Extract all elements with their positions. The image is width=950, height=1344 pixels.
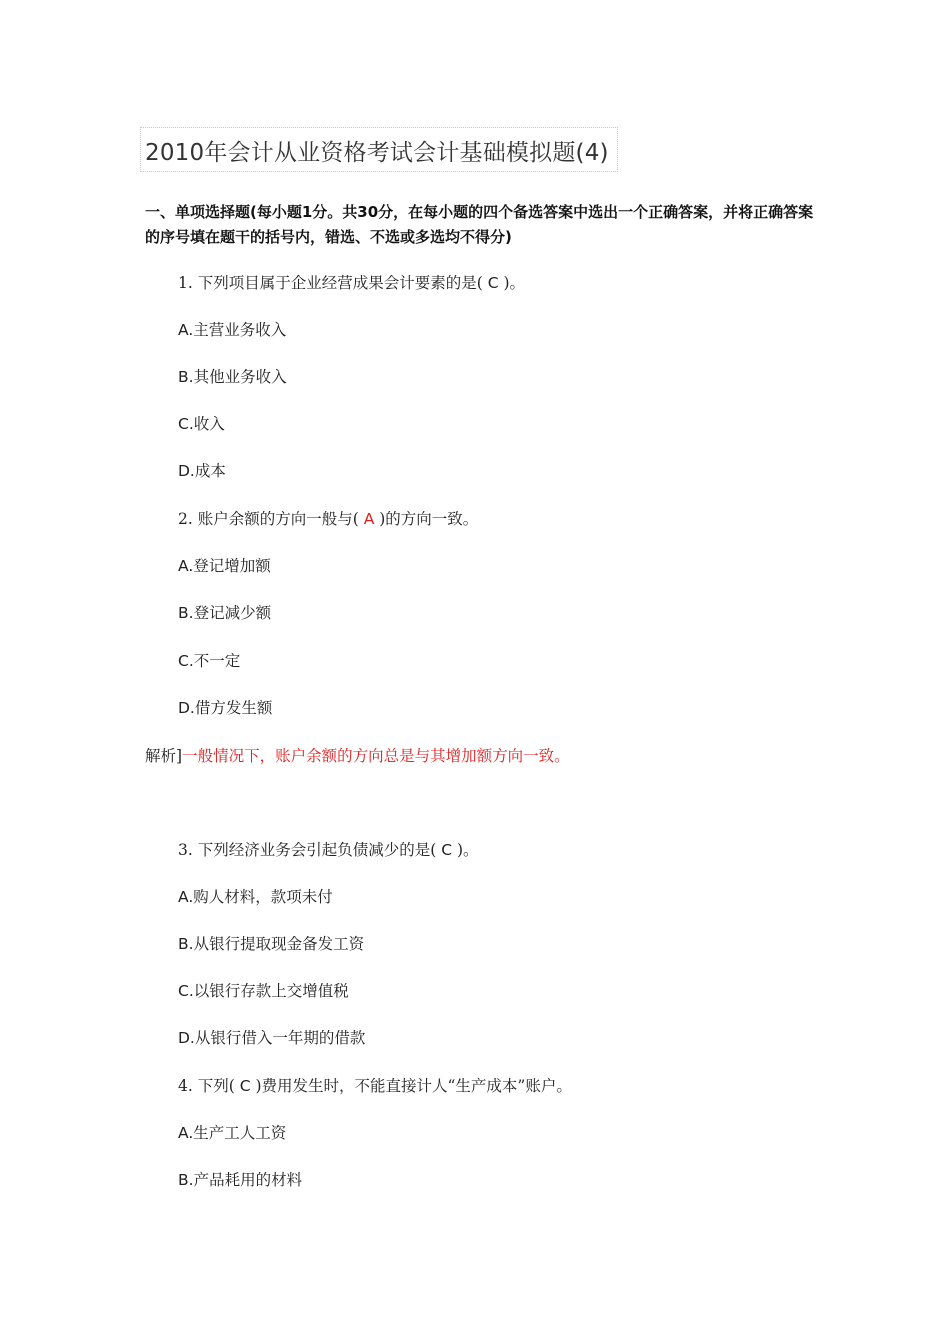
option-text: 其他业务收入 (193, 368, 287, 386)
option-text: 收入 (193, 415, 225, 433)
option-letter: D. (178, 1029, 195, 1047)
question-answer: A (358, 510, 380, 528)
question-3-stem (178, 838, 479, 860)
question-answer: C (234, 1077, 256, 1095)
option-letter: A. (178, 321, 194, 339)
analysis-text: 一般情况下，账户余额的方向总是与其增加额方向一致。 (182, 747, 570, 765)
question-answer: C (436, 841, 457, 859)
option-letter: A. (178, 557, 194, 575)
question-2-stem (178, 507, 478, 529)
option-letter: A. (178, 1124, 194, 1142)
question-stem-text: )。 (503, 274, 526, 292)
option-letter: B. (178, 935, 194, 953)
option-text: 产品耗用的材料 (193, 1171, 303, 1189)
option-item (178, 365, 287, 387)
option-item (178, 318, 286, 340)
option-letter: A. (178, 888, 194, 906)
option-text: 登记增加额 (193, 557, 271, 575)
question-stem-text: 3. 下列经济业务会引起负债减少的是( (178, 841, 437, 859)
option-letter: B. (178, 604, 194, 622)
option-text: 从银行提取现金备发工资 (193, 935, 365, 953)
question-stem-text: 4. 下列( (178, 1077, 235, 1095)
question-stem-text: )。 (456, 841, 479, 859)
section-heading: 一、单项选择题(每小题1分。共30分，在每小题的四个备选答案中选出一个正确答案，并将正确答案的序号填在题干的括号内，错选、不选或多选均不得分) (145, 203, 814, 246)
option-letter: B. (178, 1171, 194, 1189)
option-letter: C. (178, 982, 194, 1000)
option-text: 借方发生额 (194, 699, 273, 717)
option-item (178, 412, 225, 434)
option-text: 从银行借入一年期的借款 (194, 1029, 366, 1047)
question-stem-text: )的方向一致。 (379, 510, 479, 528)
question-1-stem (178, 271, 525, 293)
option-text: 成本 (194, 462, 226, 480)
option-item (178, 1168, 302, 1190)
option-text: 不一定 (193, 652, 241, 670)
option-item (178, 601, 271, 623)
option-text: 以银行存款上交增值税 (193, 982, 349, 1000)
option-item (178, 554, 271, 576)
question-4-stem (178, 1074, 572, 1096)
question-stem-text: 2. 账户余额的方向一般与( (178, 510, 359, 528)
option-item (178, 459, 226, 481)
option-letter: D. (178, 699, 195, 717)
option-letter: C. (178, 652, 194, 670)
option-letter: D. (178, 462, 195, 480)
option-text: 登记减少额 (193, 604, 272, 622)
question-stem-text: )费用发生时，不能直接计人“生产成本”账户。 (255, 1077, 572, 1095)
option-text: 主营业务收入 (193, 321, 287, 339)
option-letter: B. (178, 368, 194, 386)
option-text: 购人材料，款项未付 (193, 888, 333, 906)
option-item (178, 932, 364, 954)
option-item (178, 885, 333, 907)
option-letter: C. (178, 415, 194, 433)
question-stem-text: 1. 下列项目属于企业经营成果会计要素的是( (178, 274, 483, 292)
option-text: 生产工人工资 (193, 1124, 287, 1142)
page-title: 2010年会计从业资格考试会计基础模拟题(4) (140, 127, 618, 172)
option-item (178, 649, 240, 671)
option-item (178, 1121, 286, 1143)
option-item (178, 696, 272, 718)
question-answer: C (482, 274, 504, 292)
option-item (178, 1026, 365, 1048)
option-item (178, 979, 349, 1001)
analysis-label: 解析] (145, 747, 183, 765)
analysis-note (145, 744, 570, 766)
